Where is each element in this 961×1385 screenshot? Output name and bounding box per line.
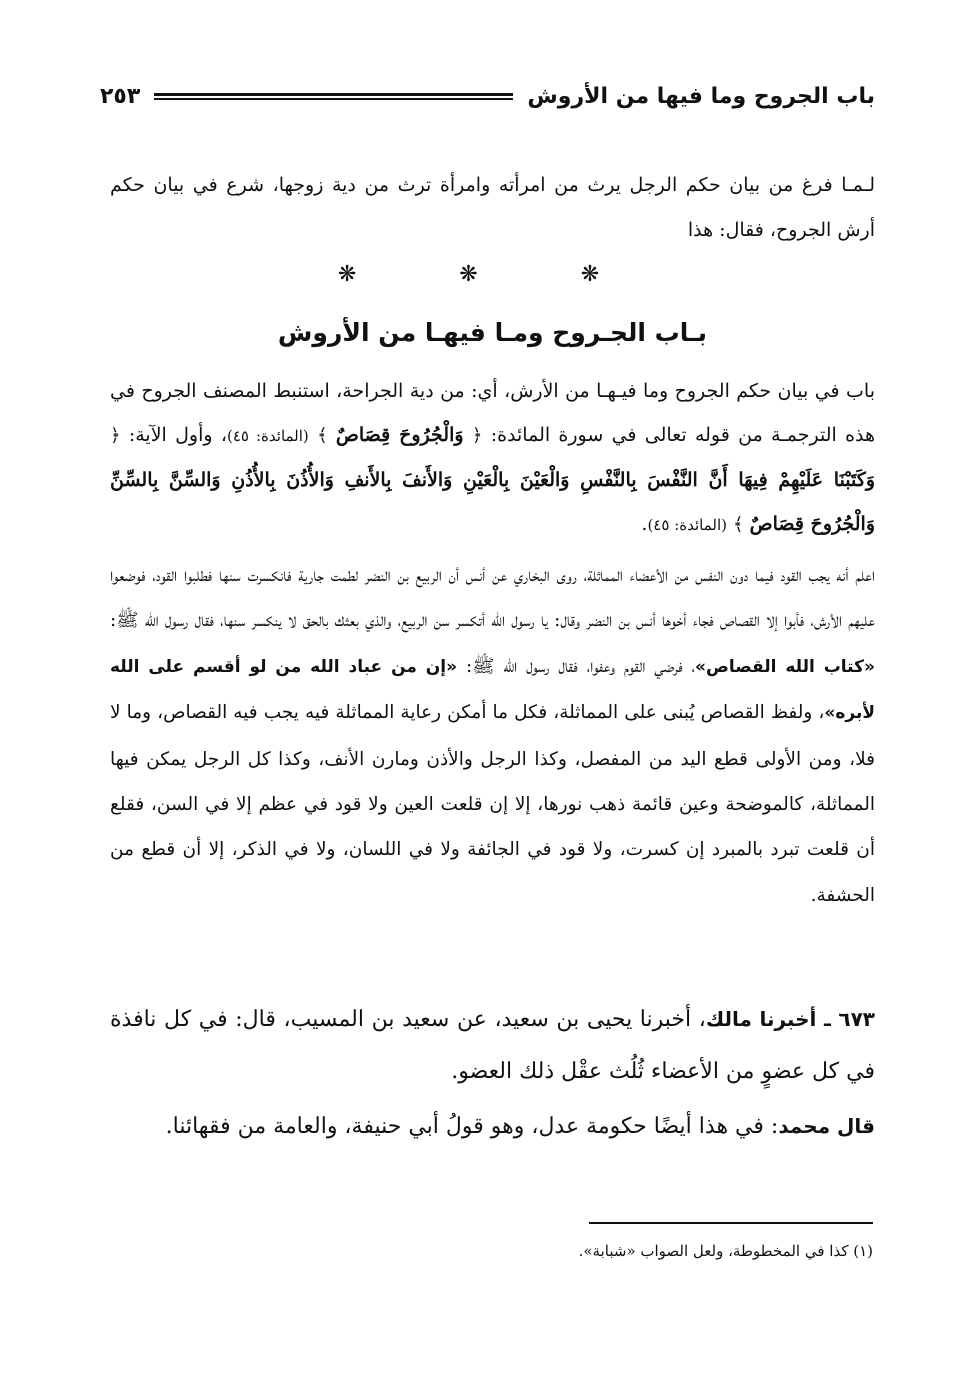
section-separator: ❋ ❋ ❋: [337, 262, 648, 287]
hadith-quote-1: «كتاب الله القصاص»: [695, 656, 875, 677]
footnote-rule: [589, 1222, 873, 1224]
footnote: (١) كذا في المخطوطة، ولعل الصواب «شبابة».: [578, 1242, 873, 1260]
intro-text: لـمـا فرغ من بيان حكم الرجل يرث من امرأته وامرأة ترث من دية زوجها، شرع في بيان حكم أرش الجروح، فقال: هذا: [110, 174, 875, 241]
commentary-paragraph: [110, 553, 875, 918]
hadith-number-label: ٦٧٣ ـ أخبرنا مالك: [705, 1007, 875, 1031]
commentary-text-3: ، ولفظ القصاص يُبنى على المماثلة، فكل ما أمكن رعاية المماثلة فيه يجب فيه القصاص، وما لا فلا، ومن الأولى قطع اليد من المفصل، وكذا الرجل والأذن ومارن الأنف، وكذا كل الرجل يمكن فيها المماثلة، كالموضحة وعين قائمة ذهب نورها، إلا إن قلعت العين ولا قود في عظم إلا في السن، فقلع أن قلعت تبرد بالمبرد إن كسرت، ولا قود في الجائفة ولا في اللسان، ولا في الذكر، إلا أن قطع من الحشفة.: [110, 702, 875, 906]
explanation-paragraph: [110, 369, 875, 547]
ornate-bracket-open: ﴿: [471, 425, 483, 446]
verse-reference-2: (المائدة: ٤٥): [647, 516, 727, 534]
quran-verse-1: وَالْجُرُوحَ قِصَاصٌ: [335, 424, 464, 446]
header-rule: [154, 93, 513, 100]
ornate-bracket-close: ﴾: [317, 425, 328, 446]
page-number: ٢٥٣: [100, 83, 141, 109]
chapter-title: بـاب الجـروح ومـا فيهـا من الأروش: [277, 318, 708, 347]
qual-text: : في هذا أيضًا حكومة عدل، وهو قولُ أبي حنيفة، والعامة من فقهائنا.: [165, 1114, 779, 1139]
hadith-paragraph: [110, 993, 875, 1098]
commentary-text-1: اعلم أنه يجب القود فيما دون النفس من الأعضاء المماثلة، روى البخاري عن أنس أن الربيع بن النضر لطمت جارية فانكسرت سنها فطلبوا القود، فوضعوا عليهم الأرش، فأبوا إلا القصاص فجاء أخوها أنس بن النضر وقال: يا رسول الله أتكسر سن الربيع، والذي بعثك بالحق لا ينكسر سنها، فقال رسول الله ﷺ:: [110, 565, 875, 632]
ornate-bracket-close: ﴾: [733, 514, 744, 535]
ornate-bracket-open: ﴿: [110, 425, 121, 446]
explanation-text-2: ، وأول الآية:: [128, 424, 227, 446]
intro-paragraph: [110, 163, 875, 253]
quran-verse-2: وَكَتَبْنَا عَلَيْهِمْ فِيهَا أَنَّ النَّفْسَ بِالنَّفْسِ وَالْعَيْنَ بِالْعَيْنِ وَالأَنفَ بِالأَنفِ وَالأُذُنَ بِالأُذُنِ وَالسِّنَّ بِالسِّنِّ وَالْجُرُوحَ قِصَاصٌ: [110, 469, 875, 535]
explanation-end: .: [641, 513, 648, 535]
explanation-text-1: باب في بيان حكم الجروح وما فيـهـا من الأرش، أي: من دية الجراحة، استنبط المصنف الجروح في هذه الترجمـة من قوله تعالى في سورة المائدة:: [110, 380, 876, 446]
hadith-quote-2: «إن من عباد الله من لو أقسم على الله لأبره»: [110, 656, 875, 724]
verse-reference-1: (المائدة: ٤٥): [226, 427, 309, 445]
hadith-text: ، أخبرنا يحيى بن سعيد، عن سعيد بن المسيب، قال: في كل نافذة في كل عضوٍ من الأعضاء ثُلُث عقْل ذلك العضو.: [110, 1007, 875, 1084]
qual-paragraph: [110, 1100, 875, 1153]
qual-label: قال محمد: [778, 1114, 875, 1138]
running-header-title: باب الجروح وما فيها من الأروش: [527, 83, 875, 109]
running-header: [100, 74, 875, 118]
commentary-text-2: ، فرضي القوم وعفوا، فقال رسول الله ﷺ:: [465, 655, 696, 677]
